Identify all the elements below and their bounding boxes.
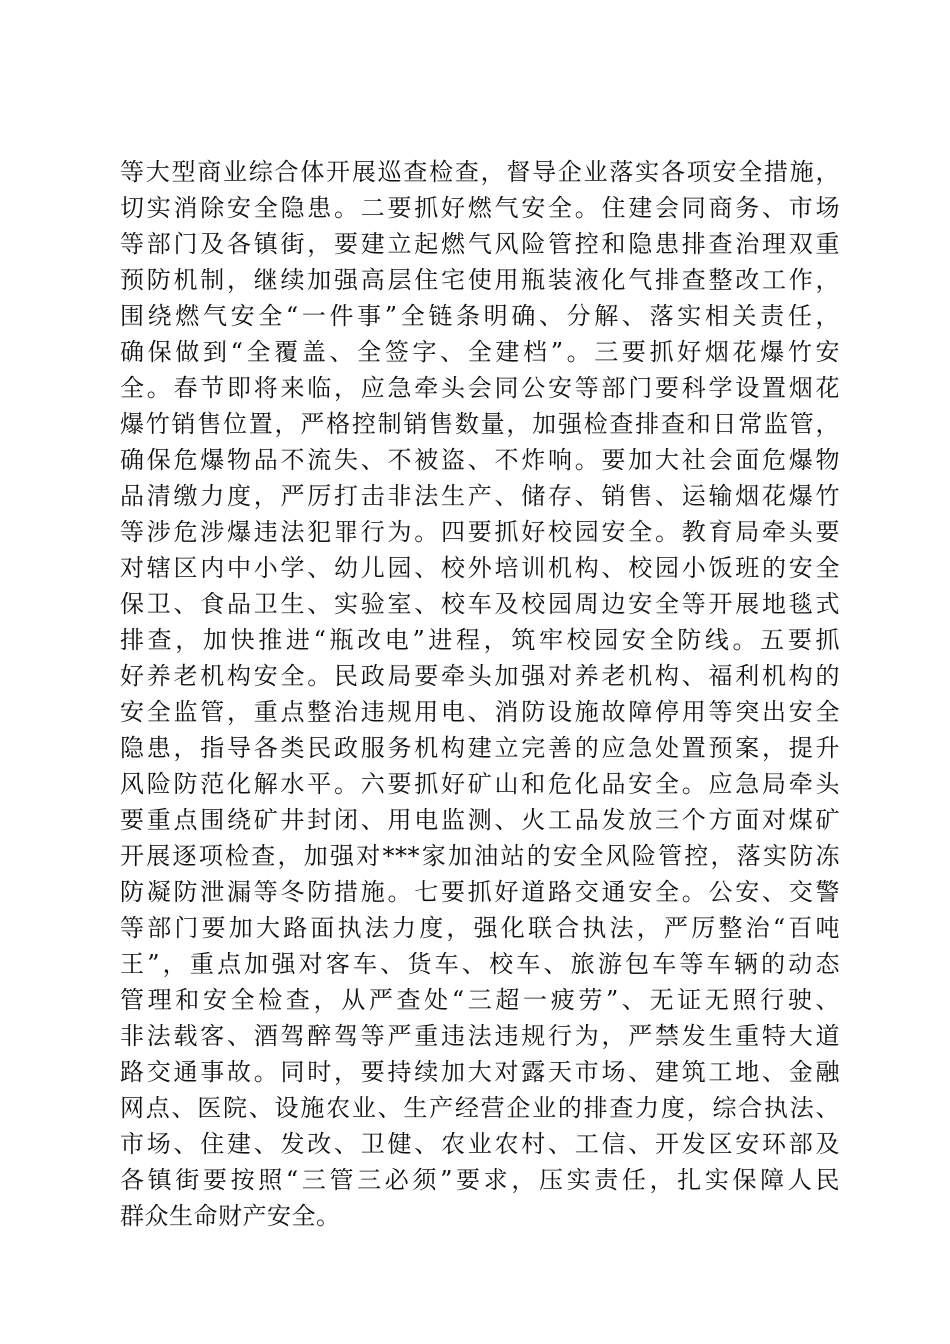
- text-line: 开展逐项检查，加强对***家加油站的安全风险管控，落实防冻: [120, 842, 840, 870]
- text-line: 等大型商业综合体开展巡查检查，督导企业落实各项安全措施，: [120, 158, 840, 186]
- text-line: 预防机制，继续加强高层住宅使用瓶装液化气排查整改工作，: [120, 266, 840, 294]
- text-line: 安全监管，重点整治违规用电、消防设施故障停用等突出安全: [120, 698, 840, 726]
- text-line: 管理和安全检查，从严查处“三超一疲劳”、无证无照行驶、: [120, 986, 840, 1014]
- text-line: 群众生命财产安全。: [120, 1202, 341, 1230]
- text-line: 风险防范化解水平。六要抓好矿山和危化品安全。应急局牵头: [120, 770, 840, 798]
- text-line: 防凝防泄漏等冬防措施。七要抓好道路交通安全。公安、交警: [120, 878, 840, 906]
- text-line: 王”，重点加强对客车、货车、校车、旅游包车等车辆的动态: [120, 950, 840, 978]
- text-line: 排查，加快推进“瓶改电”进程，筑牢校园安全防线。五要抓: [120, 626, 840, 654]
- text-line: 等涉危涉爆违法犯罪行为。四要抓好校园安全。教育局牵头要: [120, 518, 840, 546]
- text-line: 等部门要加大路面执法力度，强化联合执法，严厉整治“百吨: [120, 914, 840, 942]
- text-line: 网点、医院、设施农业、生产经营企业的排查力度，综合执法、: [120, 1094, 840, 1122]
- body-paragraph: [120, 154, 840, 1234]
- text-line: 切实消除安全隐患。二要抓好燃气安全。住建会同商务、市场: [120, 194, 840, 222]
- text-line: 保卫、食品卫生、实验室、校车及校园周边安全等开展地毯式: [120, 590, 840, 618]
- text-line: 隐患，指导各类民政服务机构建立完善的应急处置预案，提升: [120, 734, 840, 762]
- text-line: 全。春节即将来临，应急牵头会同公安等部门要科学设置烟花: [120, 374, 840, 402]
- text-line: 各镇街要按照“三管三必须”要求，压实责任，扎实保障人民: [120, 1166, 840, 1194]
- text-line: 对辖区内中小学、幼儿园、校外培训机构、校园小饭班的安全: [120, 554, 840, 582]
- text-line: 路交通事故。同时，要持续加大对露天市场、建筑工地、金融: [120, 1058, 840, 1086]
- text-line: 确保危爆物品不流失、不被盗、不炸响。要加大社会面危爆物: [120, 446, 840, 474]
- text-line: 爆竹销售位置，严格控制销售数量，加强检查排查和日常监管，: [120, 410, 840, 438]
- text-line: 等部门及各镇街，要建立起燃气风险管控和隐患排查治理双重: [120, 230, 840, 258]
- text-line: 围绕燃气安全“一件事”全链条明确、分解、落实相关责任，: [120, 302, 840, 330]
- text-line: 品清缴力度，严厉打击非法生产、储存、销售、运输烟花爆竹: [120, 482, 840, 510]
- text-line: 好养老机构安全。民政局要牵头加强对养老机构、福利机构的: [120, 662, 840, 690]
- text-line: 要重点围绕矿井封闭、用电监测、火工品发放三个方面对煤矿: [120, 806, 840, 834]
- text-line: 确保做到“全覆盖、全签字、全建档”。三要抓好烟花爆竹安: [120, 338, 840, 366]
- text-line: 市场、住建、发改、卫健、农业农村、工信、开发区安环部及: [120, 1130, 840, 1158]
- text-line: 非法载客、酒驾醉驾等严重违法违规行为，严禁发生重特大道: [120, 1022, 840, 1050]
